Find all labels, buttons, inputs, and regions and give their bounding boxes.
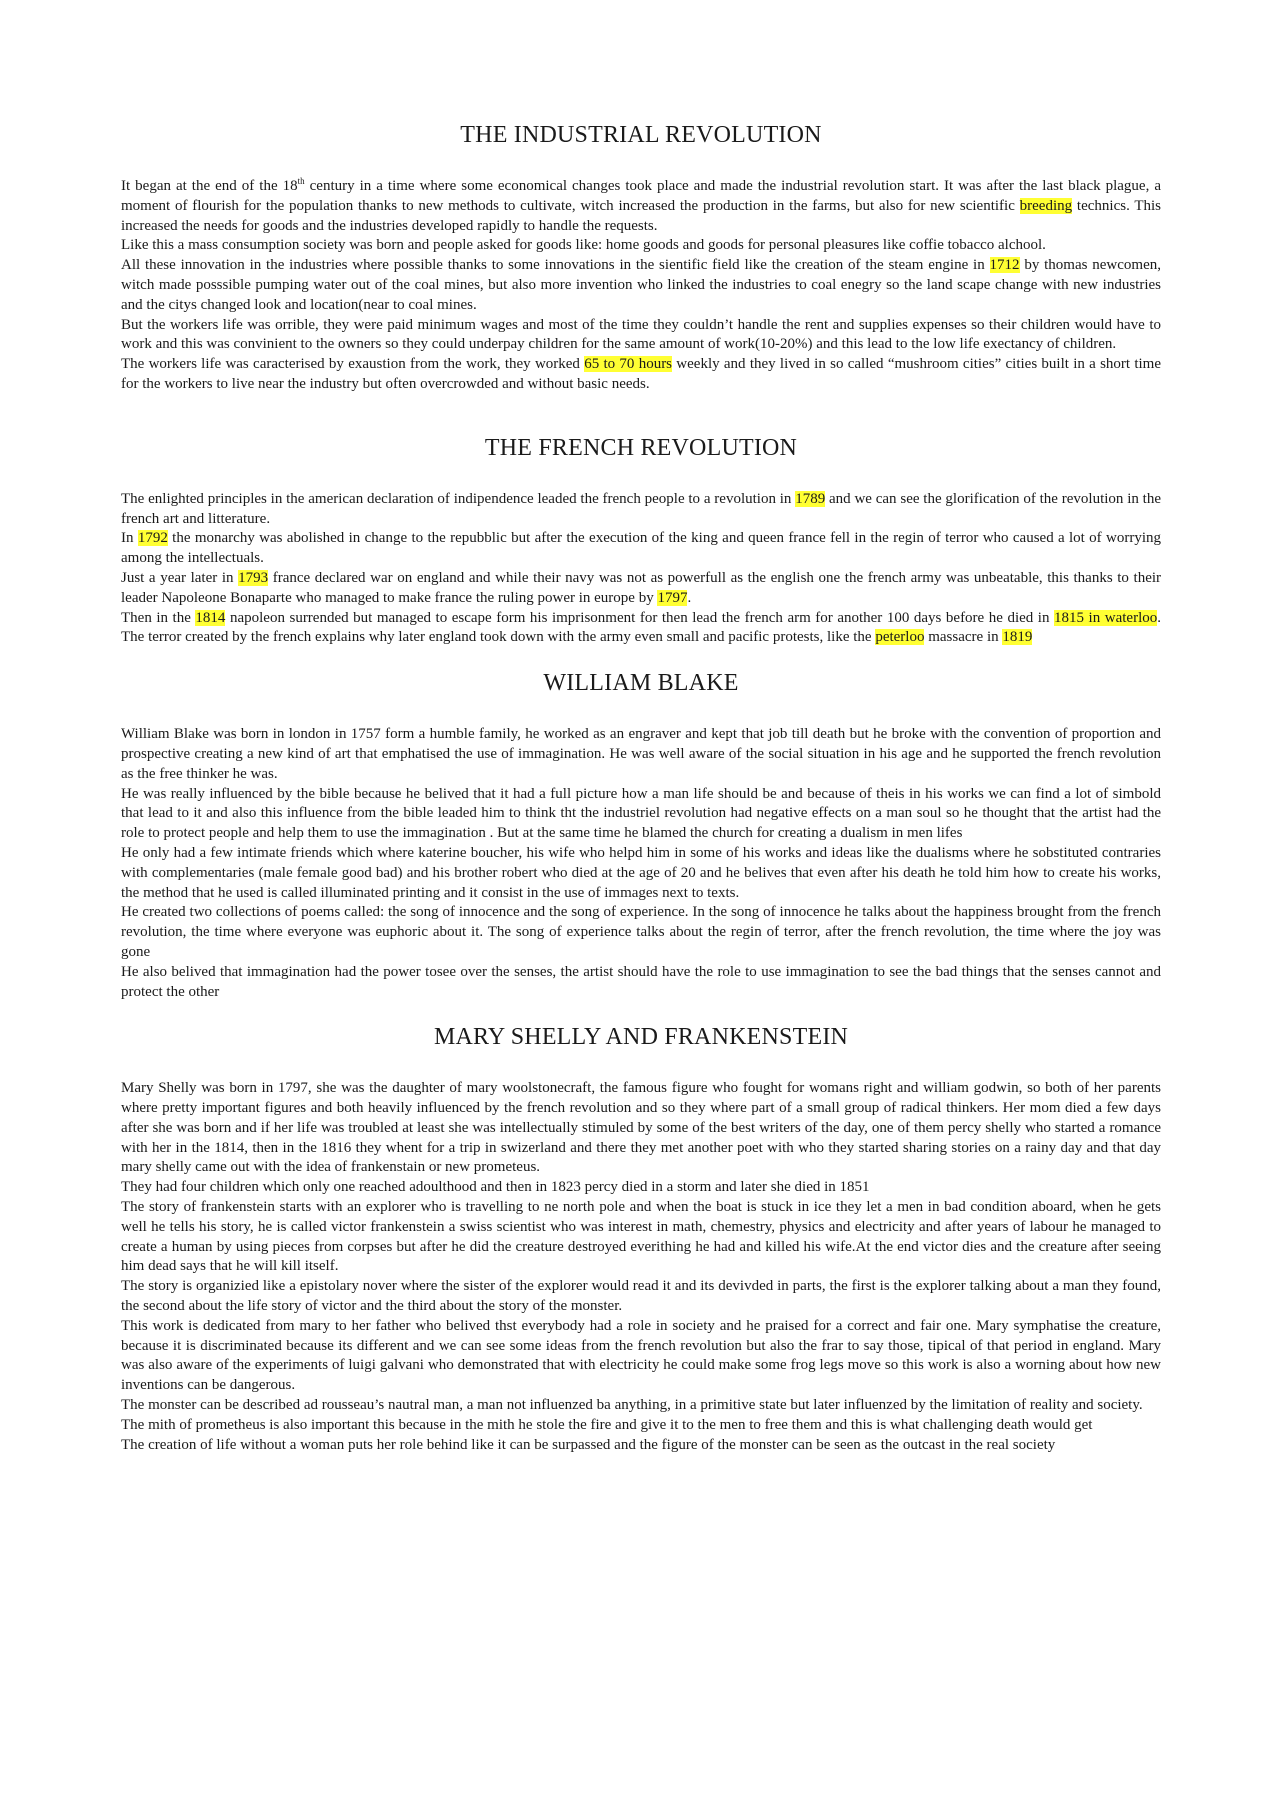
paragraph (121, 609, 1161, 649)
paragraph (121, 236, 1161, 256)
text-run: by thomas newcomen, witch made posssible pumping water out of the coal mines, but also more invention who linked the industries to coal enegry so the land scape change with new industries and the citys changed look and location(near to coal mines. (121, 257, 1161, 313)
paragraph (121, 569, 1161, 609)
text-run: massacre in (924, 629, 1003, 646)
paragraph (121, 844, 1161, 903)
highlighted-text: 1814 (195, 609, 226, 626)
text-run: In (121, 530, 138, 547)
section-body (121, 725, 1161, 1002)
paragraph (121, 903, 1161, 962)
text-run: and we can see the glorification of the revolution in the french art and litterature. (121, 490, 1161, 527)
section-william-blake (121, 670, 1161, 1002)
text-run: technics. This increased the needs for goods and the industries developed rapidly to handle the requests. (121, 197, 1161, 234)
text-run: Just a year later in (121, 569, 239, 586)
document-page (121, 0, 1161, 1455)
highlighted-text: peterloo (875, 629, 925, 646)
text-run: . (687, 589, 692, 606)
text-run: weekly and they lived in so called “mushroom cities” cities built in a short time for the workers to live near the industry but often overcrowded and without basic needs. (121, 356, 1162, 392)
text-run: the monarchy was abolished in change to the repubblic but after the execution of the king and queen france fell in the regin of terror who caused a lot of worrying among the intellectuals. (121, 530, 1162, 567)
text-run: The monster can be described ad rousseau’s nautral man, a man not influenzed ba anything, in a primitive state but later influenzed by the limitation of reality and society. (121, 1397, 1143, 1414)
text-run: The story of frankenstein starts with an explorer who is travelling to ne north pole and when the boat is stuck in ice they let a men in bad condition aboard, when he gets well he tells his story, he is called victor frankenstein a swiss scientist who was interest in math, chemestry, physics and electricity and after years of labour he managed to create a human by using pieces from corpses but after he did the creature destroyed everithing he had and killed his wife.At the end victor dies and the creature after seeing him dead says that he will kill itself. (121, 1199, 1161, 1275)
section-body (121, 177, 1161, 395)
paragraph (121, 1436, 1161, 1456)
text-run: Like this a mass consumption society was born and people asked for goods like: home goods and goods for personal pleasures like coffie tobacco alchool. (121, 237, 1046, 254)
text-run: He was really influenced by the bible because he belived that it had a full picture how a man life should be and because of theis in his works we can find a lot of simbold that lead to it and also this influence from the bible leaded him to think tht the industriel revolution had negative effects on a man soul so he thought that the artist had the role to protect people and help them to use the immagination . But at the same time he blamed the church for creating a dualism in men lifes (121, 785, 1161, 842)
section-title: WILLIAM BLAKE (543, 670, 739, 697)
paragraph (121, 1396, 1161, 1416)
paragraph (121, 256, 1161, 315)
section-body (121, 490, 1161, 648)
highlighted-text: 1789 (795, 490, 826, 507)
paragraph (121, 1198, 1161, 1277)
section-body (121, 1079, 1161, 1455)
highlighted-text: 1792 (137, 530, 168, 547)
paragraph (121, 785, 1161, 844)
text-run: William Blake was born in london in 1757 form a humble family, he worked as an engraver and kept that job till death but he broke with the convention of proportion and prospective creating a new kind of art that emphatised the use of immagination. He was well aware of the social situation in his age and he supported the french revolution as the free thinker he was. (121, 726, 1161, 782)
text-run: century in a time where some economical changes took place and made the industrial revolution start. It was after the last black plague, a moment of flourish for the population thanks to new methods to cultivate, witch increased the production in the farms, but also for new scientific (121, 178, 1161, 214)
highlighted-text: 1815 in waterloo (1054, 609, 1158, 626)
paragraph (121, 316, 1161, 356)
text-run: The mith of prometheus is also important this because in the mith he stole the fire and give it to the men to free them and this is what challenging death would get (121, 1416, 1093, 1433)
paragraph (121, 1317, 1161, 1396)
text-run: They had four children which only one reached adoulthood and then in 1823 percy died in a storm and later she died in 1851 (121, 1179, 870, 1196)
text-run: But the workers life was orrible, they were paid minimum wages and most of the time they couldn’t handle the rent and supplies expenses so their children would have to work and this was convinient to the owners so they could underpay children for the same amount of work(10-20%) and this lead to the low life exectancy of children. (121, 316, 1161, 353)
highlighted-text: 1797 (657, 589, 688, 606)
section-title: THE FRENCH REVOLUTION (484, 434, 798, 461)
text-run: All these innovation in the industries where possible thanks to some innovations in the sientific field like the creation of the steam engine in (121, 257, 990, 274)
text-run: He created two collections of poems called: the song of innocence and the song of experience. In the song of innocence he talks about the happiness brought from the french revolution, the time where everyone was euphoric about it. The song of experience talks about the regin of terror, after the french revolution, the time where the joy was gone (121, 904, 1161, 960)
text-run: This work is dedicated from mary to her father who belived thst everybody had a role in society and he praised for a correct and fair one. Mary symphatise the creature, because it is discriminated because its different and we can see some ideas from the french revolution but also the frar to say those, tipical of that period in england. Mary was also aware of the experiments of luigi galvani who demonstrated that with electricity he could make some frog legs move so this work is also a worning about how new inventions can be dangerous. (121, 1317, 1161, 1394)
text-run: . The terror created by the french explains why later england took down with the army even small and pacific protests, like the (121, 609, 1161, 646)
section-french-revolution (121, 435, 1161, 648)
paragraph (121, 1178, 1161, 1198)
text-run: The story is organizied like a epistolary nover where the sister of the explorer would read it and its devivded in parts, the first is the explorer talking about a man they found, the second about the life story of victor and the third about the story of the monster. (121, 1278, 1161, 1315)
text-run: napoleon surrended but managed to escape form his imprisonment for then lead the french arm for another 100 days before he died in (225, 609, 1055, 626)
section-industrial-revolution (121, 0, 1161, 395)
text-run: He also belived that immagination had the power tosee over the senses, the artist should have the role to use immagination to see the bad things that the senses cannot and protect the other (121, 963, 1161, 1000)
superscript-text: th (297, 176, 305, 186)
section-title: MARY SHELLY AND FRANKENSTEIN (433, 1024, 849, 1051)
highlighted-text: 65 to 70 hours (584, 356, 673, 373)
text-run: france declared war on england and while their navy was not as powerfull as the english one the french army was unbeatable, this thanks to their leader Napoleone Bonaparte who managed to make france the ruling power in europe by (121, 569, 1162, 606)
paragraph (121, 963, 1161, 1003)
section-mary-shelly (121, 1024, 1161, 1455)
text-run: It began at the end of the 18 (121, 178, 298, 194)
text-run: The creation of life without a woman puts her role behind like it can be surpassed and the figure of the monster can be seen as the outcast in the real society (121, 1436, 1056, 1453)
highlighted-text: breeding (1019, 197, 1073, 214)
paragraph (121, 177, 1161, 236)
text-run: The enlighted principles in the american declaration of indipendence leaded the french people to a revolution in (121, 490, 796, 507)
paragraph (121, 355, 1161, 395)
highlighted-text: 1793 (238, 569, 269, 586)
paragraph (121, 529, 1161, 569)
text-run: The workers life was caracterised by exaustion from the work, they worked (121, 356, 585, 373)
paragraph (121, 1079, 1161, 1178)
text-run: He only had a few intimate friends which where katerine boucher, his wife who helpd him in some of his works and ideas like the dualisms where he sobstituted contraries with complementaries (male female good bad) and his brother robert who died at the age of 20 and he belives that even after his death he told him how to create his works, the method that he used is called illuminated printing and it consist in the use of immages next to texts. (121, 844, 1161, 901)
paragraph (121, 490, 1161, 530)
text-run: Mary Shelly was born in 1797, she was the daughter of mary woolstonecraft, the famous figure who fought for womans right and william godwin, so both of her parents where pretty important figures and both heavily influenced by the french revolution and so they where part of a small group of radical thinkers. Her mom died a few days after she was born and if her life was troubled at least she was intellectually stimuled by some of the best writers of the day, one of them percy shelly who started a romance with her in the 1814, then in the 1816 they whent for a trip in swizerland and there they met another poet with who they started sharing stories on a rainy day and that day mary shelly came out with the idea of frankenstain or new prometeus. (121, 1080, 1161, 1176)
text-run: Then in the (121, 609, 196, 626)
section-title: THE INDUSTRIAL REVOLUTION (460, 122, 822, 148)
paragraph (121, 1416, 1161, 1436)
paragraph (121, 1277, 1161, 1317)
highlighted-text: 1819 (1002, 629, 1033, 646)
paragraph (121, 725, 1161, 784)
highlighted-text: 1712 (989, 257, 1020, 274)
